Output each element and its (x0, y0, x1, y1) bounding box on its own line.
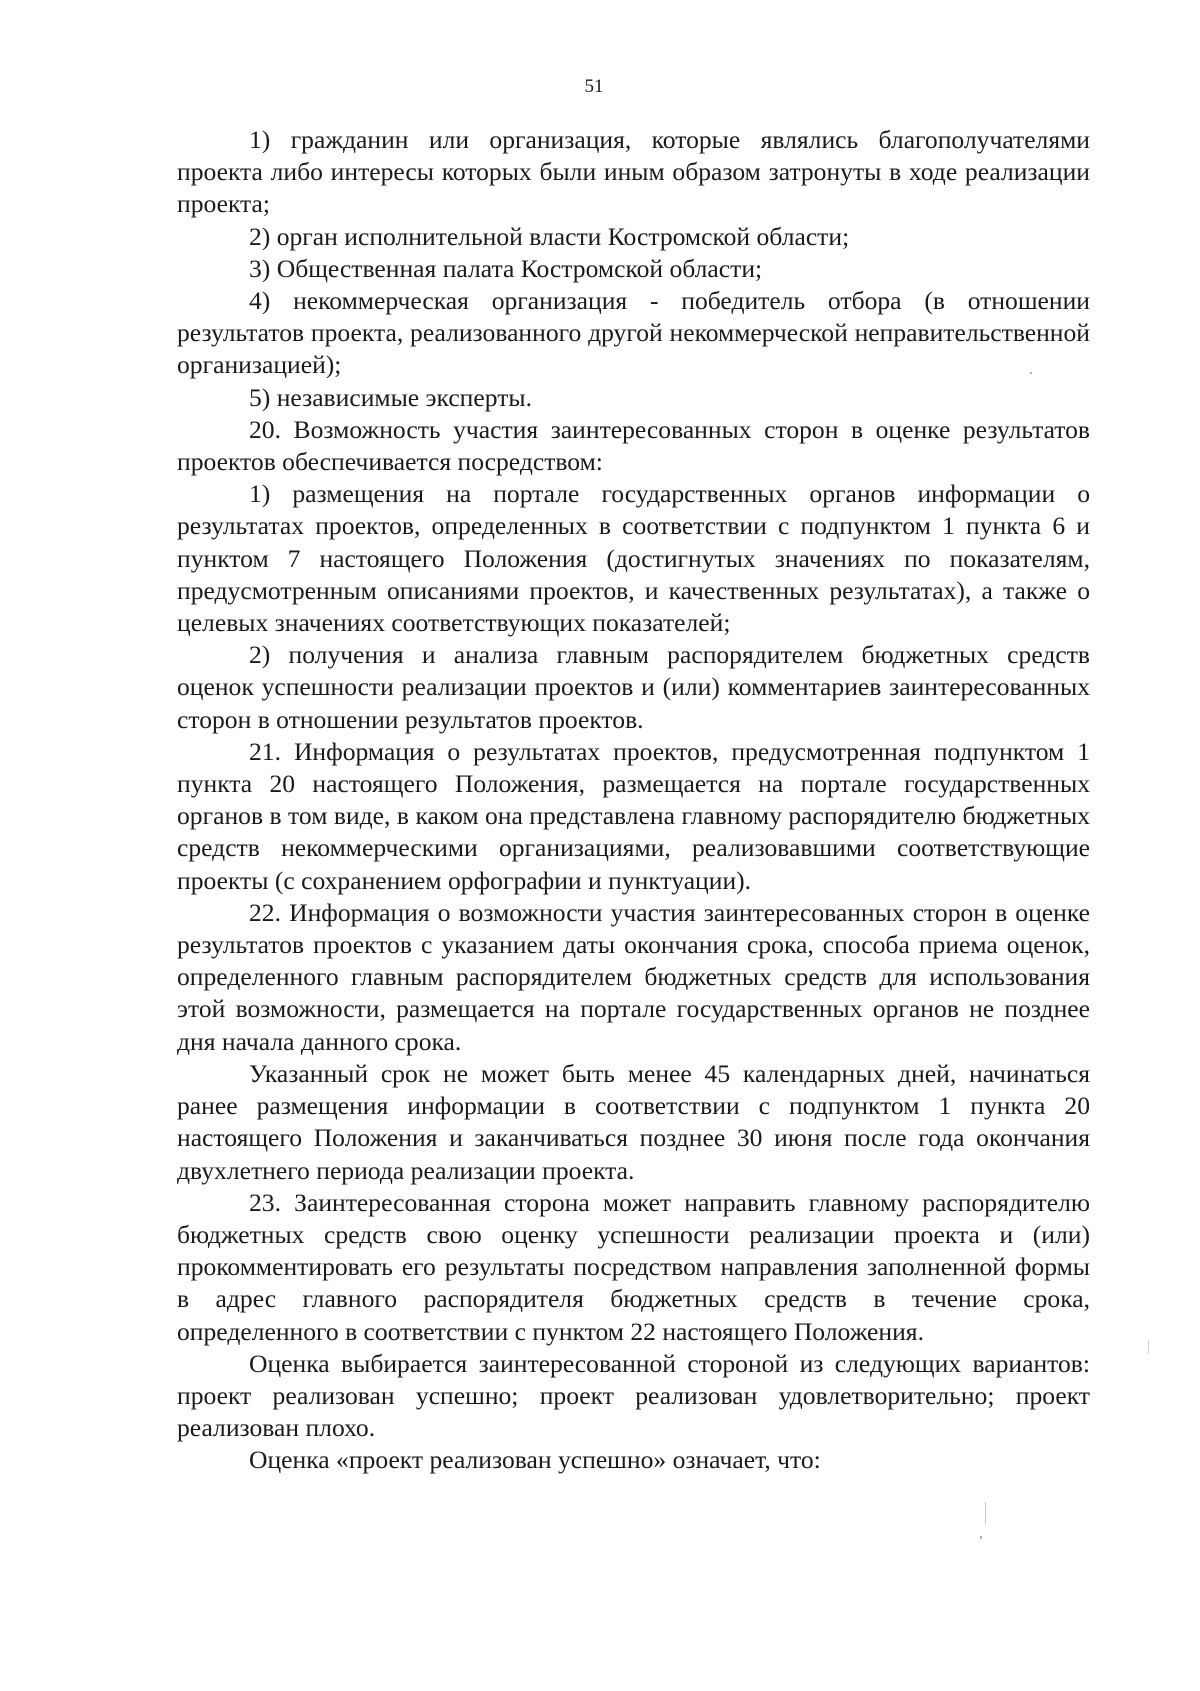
scan-speck (1030, 372, 1032, 374)
paragraph-clause-21: 21. Информация о результатах проектов, предусмотренная подпунктом 1 пункта 20 настоящего Положения, размещается на портале государственных органов в том виде, в каком она представлена главному распорядителю бюджетных средств некоммерческими организациями, реализовавшими соответствующие проекты (с сохранением орфографии и пунктуации). (177, 736, 1090, 895)
paragraph-item-1-beneficiary: 1) гражданин или организация, которые являлись благополучателями проекта либо интересы которых были иным образом затронуты в ходе реализации проекта; (177, 125, 1090, 219)
scan-speck (985, 1502, 986, 1524)
paragraph-item-4-nonprofit: 4) некоммерческая организация - победитель отбора (в отношении результатов проекта, реализованного другой некоммерческой неправительственной организацией); (177, 286, 1090, 380)
paragraph-item-2-executive-body: 2) орган исполнительной власти Костромской области; (249, 221, 850, 251)
paragraph-item-5-experts: 5) независимые эксперты. (249, 382, 532, 412)
paragraph-clause-23: 23. Заинтересованная сторона может направить главному распорядителю бюджетных средств свою оценку успешности реализации проекта и (или) прокомментировать его результаты посредством направления заполненной формы в адрес главного распорядителя бюджетных средств в течение срока, определенного в соответствии с пунктом 22 настоящего Положения. (177, 1187, 1090, 1346)
paragraph-deadline: Указанный срок не может быть менее 45 календарных дней, начинаться ранее размещения информации в соответствии с подпунктом 1 пункта 20 настоящего Положения и заканчиваться позднее 30 июня после года окончания двухлетнего периода реализации проекта. (177, 1058, 1090, 1185)
paragraph-clause-22: 22. Информация о возможности участия заинтересованных сторон в оценке результатов проектов с указанием даты окончания срока, способа приема оценок, определенного главным распорядителем бюджетных средств для использования этой возможности, размещается на портале государственных органов не позднее дня начала данного срока. (177, 897, 1090, 1056)
scan-speck (1148, 1340, 1149, 1354)
paragraph-evaluation-options: Оценка выбирается заинтересованной стороной из следующих вариантов: проект реализован успешно; проект реализован удовлетворительно; проект реализован плохо. (177, 1348, 1090, 1443)
paragraph-clause-20-item-2: 2) получения и анализа главным распорядителем бюджетных средств оценок успешности реализации проектов и (или) комментариев заинтересованных сторон в отношении результатов проектов. (177, 640, 1090, 734)
scan-speck (980, 1536, 982, 1539)
paragraph-item-3-public-chamber: 3) Общественная палата Костромской области; (249, 253, 763, 283)
paragraph-clause-20-item-1: 1) размещения на портале государственных органов информации о результатах проектов, определенных в соответствии с подпунктом 1 пункта 6 и пунктом 7 настоящего Положения (достигнутых значениях по показателям, предусмотренным описаниями проектов, и качественных результатах), а также о целевых значениях соответствующих показателей; (177, 479, 1090, 638)
paragraph-clause-20: 20. Возможность участия заинтересованных сторон в оценке результатов проектов обеспечивается посредством: (177, 414, 1090, 477)
paragraph-evaluation-success: Оценка «проект реализован успешно» означает, что: (249, 1445, 821, 1475)
document-body (177, 124, 1090, 1477)
page-number: 51 (584, 76, 604, 97)
